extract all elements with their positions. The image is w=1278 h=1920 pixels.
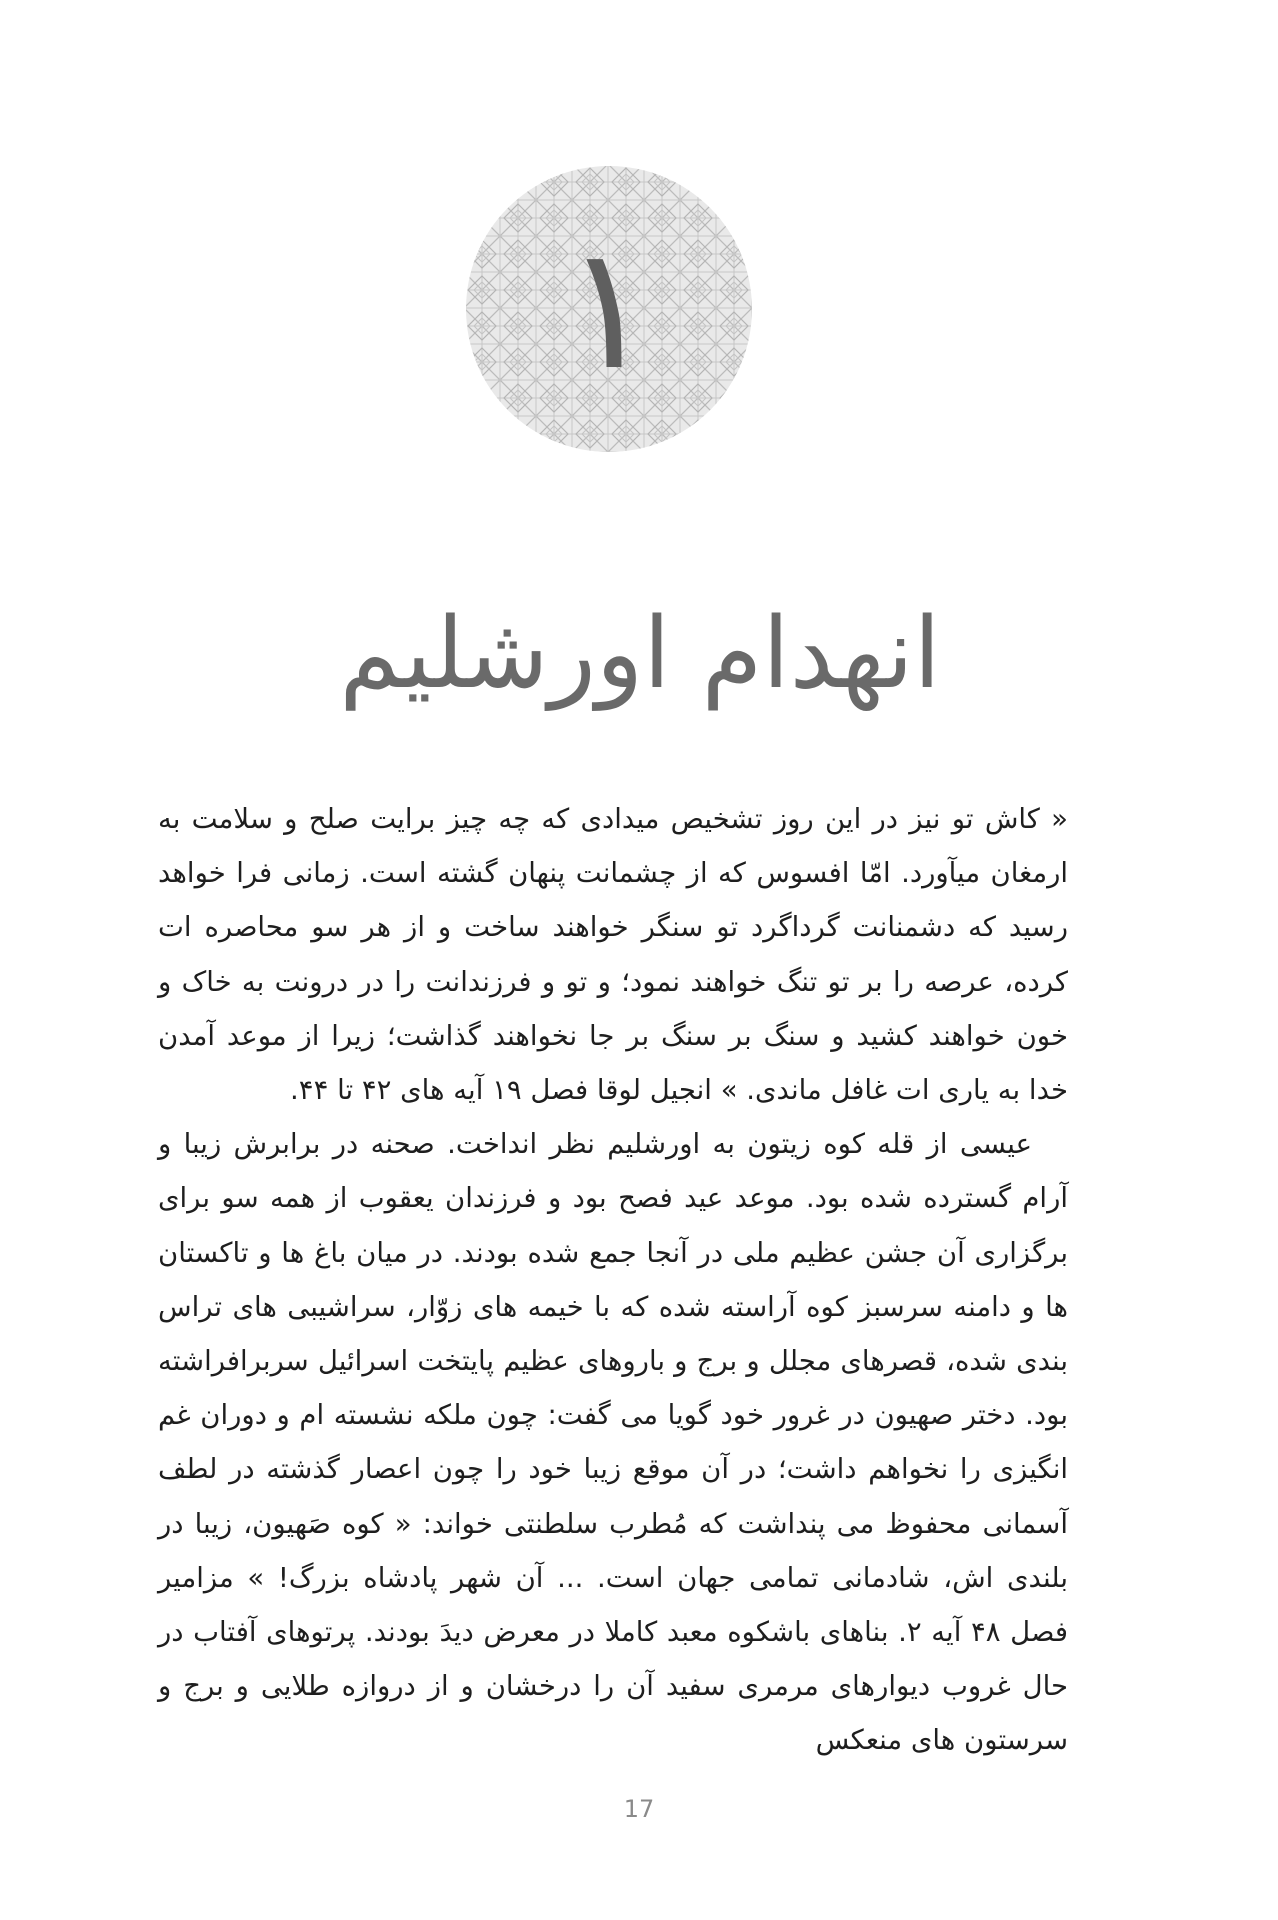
chapter-badge [464, 164, 754, 454]
chapter-title: انهدام اورشلیم [339, 596, 941, 711]
body-text [158, 792, 1068, 1768]
chapter-number: ۱ [563, 210, 655, 408]
paragraph-quote: « کاش تو نیز در این روز تشخیص میدادی که چه چیز برایت صلح و سلامت به ارمغان میآورد. امّا افسوس که از چشمانت پنهان گشته است. زمانی فرا خواهد رسید که دشمنانت گرداگرد تو سنگر خواهند ساخت و از هر سو محاصره ات کرده، عرصه را بر تو تنگ خواهند نمود؛ و تو و فرزندانت را در درونت به خاک و خون خواهند کشید و سنگ بر سنگ بر جا نخواهند گذاشت؛ زیرا از موعد آمدن خدا به یاری ات غافل ماندی. » انجیل لوقا فصل ۱۹ آیه های ۴۲ تا ۴۴. [158, 803, 1068, 1107]
page-number: 17 [623, 1795, 655, 1823]
paragraph-narrative: عیسی از قله کوه زیتون به اورشلیم نظر انداخت. صحنه در برابرش زیبا و آرام گسترده شده بود. موعد عید فصح بود و فرزندان یعقوب از همه سو برای برگزاری آن جشن عظیم ملی در آنجا جمع شده بودند. در میان باغ ها و تاکستان ها و دامنه سرسبز کوه آراسته شده که با خیمه های زوّار، سراشیبی های تراس بندی شده، قصرهای مجلل و برج و باروهای عظیم پایتخت اسرائیل سربرافراشته بود. دختر صهیون در غرور خود گویا می گفت: چون ملکه نشسته ام و دوران غم انگیزی را نخواهم داشت؛ در آن موقع زیبا خود را چون اعصار گذشته در لطف آسمانی محفوظ می پنداشت که مُطرب سلطنتی خواند: « کوه صَهیون، زیبا در بلندی اش، شادمانی تمامی جهان است. ... آن شهر پادشاه بزرگ! » مزامیر فصل ۴۸ آیه ۲. بناهای باشکوه معبد کاملا در معرض دیدَ بودند. پرتوهای آفتاب در حال غروب دیوارهای مرمری سفید آن را درخشان و از دروازه طلایی و برج و سرستون های منعکس [158, 1128, 1068, 1757]
